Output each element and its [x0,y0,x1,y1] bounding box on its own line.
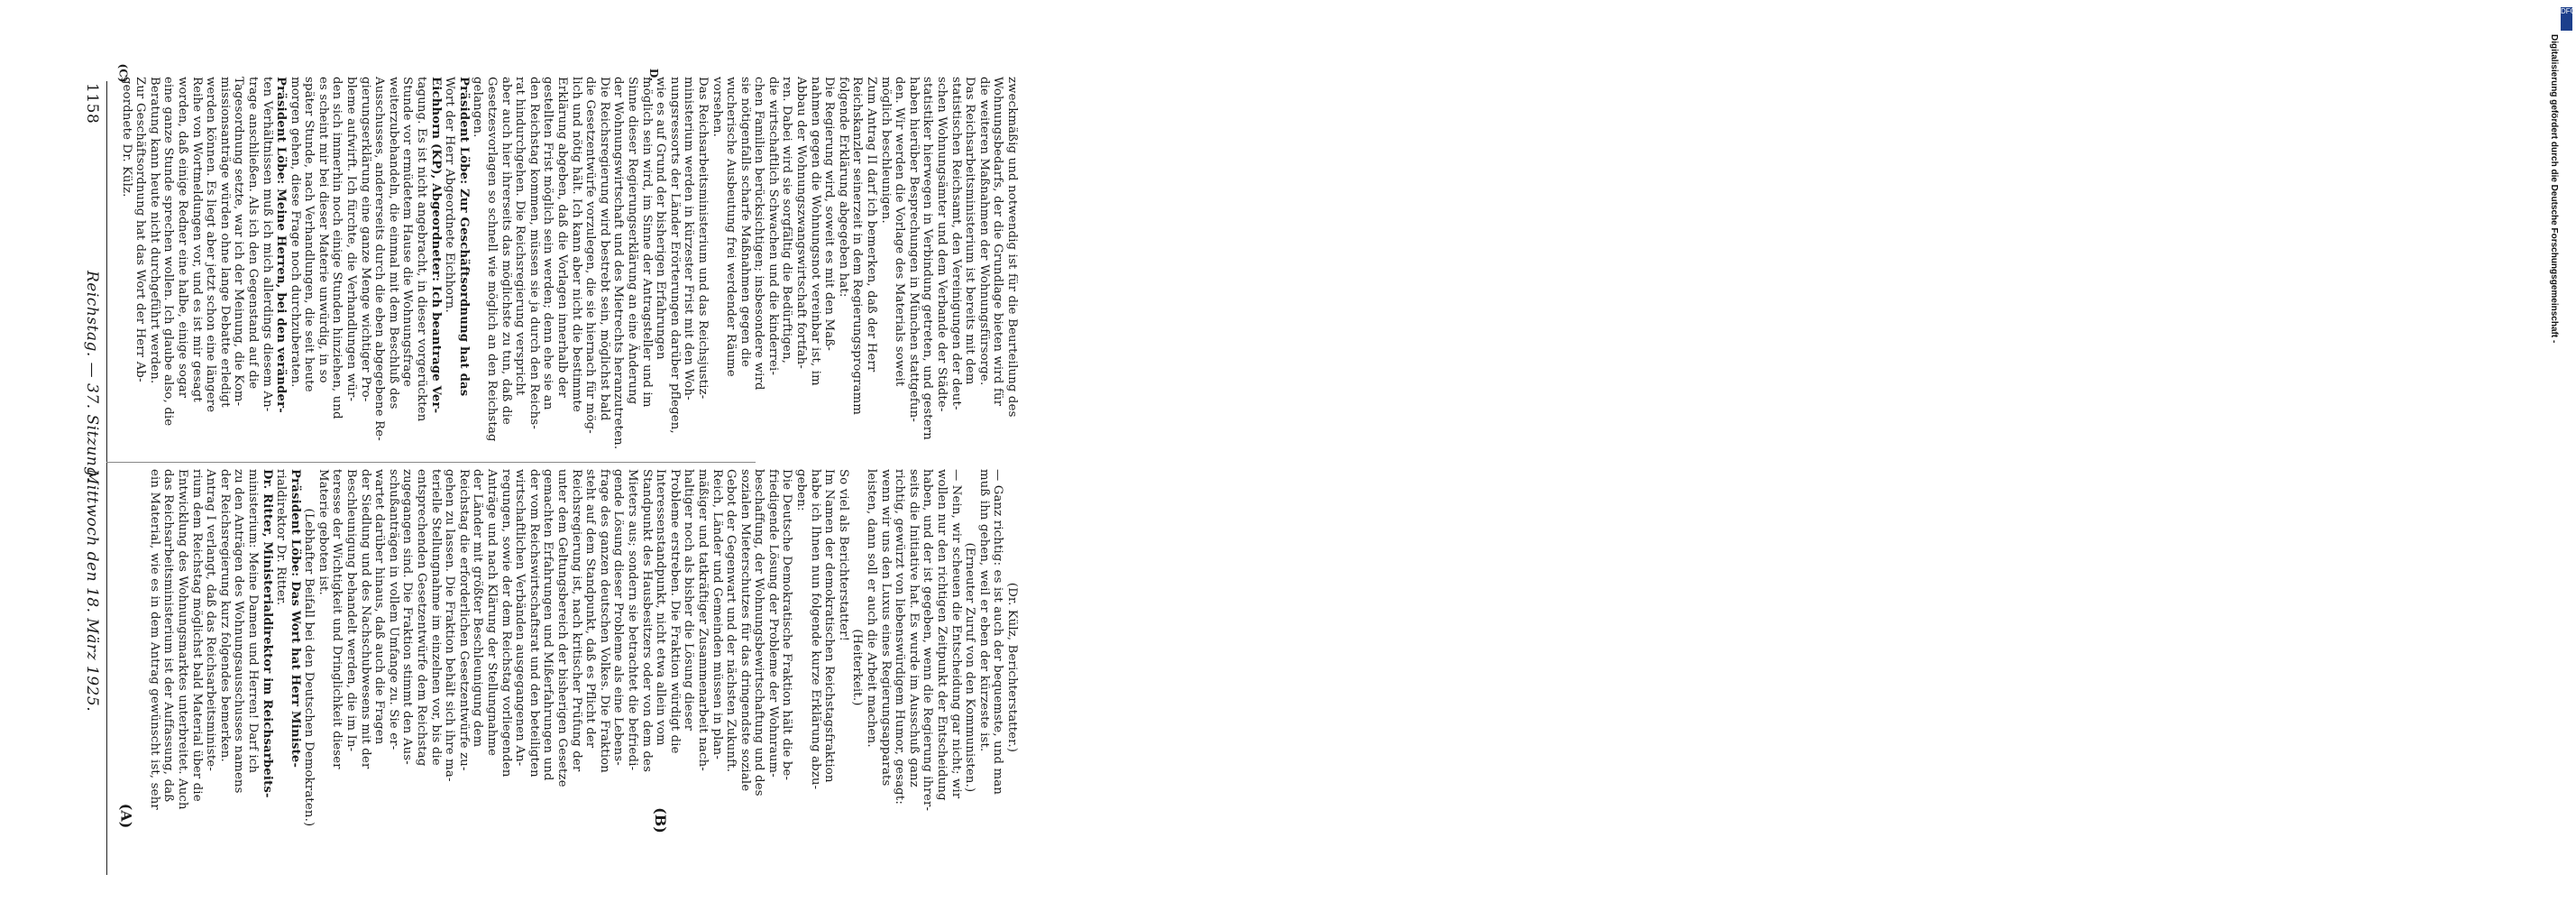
text-line: Gesetzesvorlagen so schnell wie möglich an den Reichstag [485,77,500,442]
text-line: seits die Initiative hat. Es wurde im Ausschuß ganz [906,469,921,787]
text-line: die wirtschaftlich Schwachen und die kinderrei- [765,77,780,376]
page-number: 1158 [83,83,101,124]
text-line: Im Namen der demokratischen Reichstagsfraktion [822,469,837,783]
margin-mark-c: (C) [116,63,130,83]
text-line: Reichsregierung ist, nach kritischer Prüfung der [569,469,583,772]
text-line: der Siedlung und des Nachschubwesens mit der [358,469,372,769]
text-line: werden können. Es liegt aber jetzt schon eine längere [204,77,218,413]
text-line: Probleme erstreben. Die Fraktion würdigt die [667,469,682,754]
credit-sidebar [1280,0,2576,902]
text-line: regungen, sowie der dem Reichstag vorliegenden [499,469,513,778]
text-line: sie nötigenfalls scharfe Maßnahmen gegen die [738,77,752,367]
text-line: ministerium: Meine Damen und Herren! Darf ich [245,469,260,774]
text-line: Beschleunigung behandelt werden, die im In- [344,469,359,752]
text-line: aber auch hier ihrerseits das möglichste zu tun, daß die [499,77,513,426]
text-line: das Reichsarbeitsministerium ist der Auffassung, daß [161,469,176,803]
text-line: Zur Geschäftsordnung hat das Wort der Herr Ab- [133,77,148,382]
text-line: statistischen Reichsamt, den Vereinigungen der deut- [949,77,963,410]
text-line: haben, und der ist gegeben, wenn die Regierung ihrer- [921,469,935,812]
text-line: zugegangen sind. Die Fraktion stimmt den Aus- [400,469,415,765]
text-line: den sich immerhin noch einige Stunden hinziehen, und [330,77,344,419]
text-line: (Dr. Külz, Berichterstatter.) [1005,582,1019,753]
text-line: unter dem Geltungsbereich der bisherigen Gesetze [555,469,569,787]
text-line: gierungserklärung eine ganze Menge wichtiger Pro- [358,77,372,402]
text-line: — Nein, wir scheuen die Entscheidung gar nicht; wir [949,469,963,799]
text-line: Sinne dieser Regierungserklärung an eine Änderung [625,77,639,405]
text-line: es scheint mir bei dieser Materie unwürdig, in so [316,77,330,383]
text-line: ein Material, wie es in dem Antrag gewünscht ist, sehr [147,469,161,810]
text-line: wirtschaftlichen Verbänden ausgegangenen An- [513,469,527,767]
text-line: statistiker hierwegen in Verbindung getreten, und gestern [921,77,935,440]
text-line: morgen gehen, diese Frage noch durchzuberaten. [288,77,302,388]
text-line: beschaffung, der Wohnungsbewirtschaftung und des [752,469,766,796]
text-column-left [147,469,1019,866]
text-line: leisten, dann soll er auch die Arbeit machen. [865,469,879,748]
text-line: Die Reichsregierung wird bestrebt sein, möglichst bald [597,77,611,421]
text-line: Stunde vor ermüdetem Hause die Wohnungsfrage [400,77,415,387]
text-line: sozialen Mieterschutzes für das dringendste soziale [738,469,752,792]
text-line: missionsanträge würden ohne lange Debatte erledigt [217,77,232,408]
text-line: chen Familien berücksichtigen; insbesondere wird [752,77,766,391]
text-line: weiterzubehandeln, die einmal mit dem Beschluß des [386,77,400,410]
text-line: ren. Dabei wird sie sorgfältig die Bedürftigen, [780,77,794,364]
text-column-right [119,77,1019,456]
text-line: Reich, Länder und Gemeinden müssen in plan- [710,469,724,759]
text-line: steht auf dem Standpunkt, daß es Pflicht der [583,469,598,749]
text-line: gestellten Frist möglich sein werden; denn ehe sie an [541,77,555,410]
text-line: Interessenstandpunkt, nicht etwa allein vom [654,469,668,746]
text-line: Beratung kann heute nicht durchgeführt werden. [147,77,161,384]
text-line: entsprechenden Gesetzentwürfe dem Reichstag [415,469,429,767]
text-line: wie es auf Grund der bisherigen Erfahrungen [654,77,668,360]
text-line: Anträge und nach Klärung der Stellungnahme [485,469,500,757]
text-line: schen Wohnungsämter und dem Verbande der Städte- [935,77,949,412]
text-line: geben: [794,469,809,511]
text-line: frage des ganzen deutschen Volkes. Die Fraktion [597,469,611,773]
text-line: Zum Antrag II darf ich bemerken, daß der Herr [865,77,879,373]
text-line: Wohnungsbedarfs, der die Grundlage bieten wird für [991,77,1005,407]
text-line: folgende Erklärung abgegeben hat: [836,77,850,298]
column-divider [106,462,756,463]
text-line: Präsident Löbe: Zur Geschäftsordnung hat das [456,77,471,397]
text-line: habe ich Ihnen nun folgende kurze Erklärung abzu- [808,469,822,790]
text-line: Das Reichsarbeitsministerium und das Reichsjustiz- [695,77,710,400]
text-line: der Wohnungswirtschaft und des Mietrechts heranzutreten. [611,77,626,450]
text-line: der Länder mit größter Beschleunigung dem [471,469,485,748]
right-running-title: Mittwoch den 18. März 1925. [83,469,101,713]
text-line: der Reichsregierung kurz folgendes bemerken. [217,469,232,762]
text-line: (Heiterkeit.) [850,629,865,706]
text-line: (Lebhafter Beifall bei den Deutschen Demokraten.) [302,508,316,827]
text-line: die weiteren Maßnahmen der Wohnungsfürsorge. [976,77,991,386]
text-line: vorsehen. [710,77,724,138]
text-line: eine ganze Stunde sprechen wollen. Ich glaube also, die [161,77,176,427]
text-line: Dr. Ritter, Ministerialdirektor im Reichsarbeits- [260,469,274,798]
text-line: Reihe von Wortmeldungen vor, und es ist mir gesagt [189,77,204,402]
text-line: der vom Reichswirtschaftsrat und den beteiligten [527,469,541,778]
text-line: wucherische Ausbeutung frei werdender Räume [724,77,738,377]
text-line: lich und nötig hält. Ich kann aber nicht die bestimmte [569,77,583,413]
text-line: Präsident Löbe: Meine Herren, bei den veränder- [274,77,289,413]
text-line: Abbau der Wohnungszwangswirtschaft fortfah- [794,77,809,369]
text-line: terielle Stellungnahme im einzelnen vor, bis die [428,469,443,766]
text-line: Das Reichsarbeitsministerium ist bereits mit dem [963,77,977,385]
text-line: gende Lösung dieser Probleme als eine Lebens- [611,469,626,766]
text-line: muß ihn gehen, weil er eben der kürzeste ist. [976,469,991,752]
text-line: geordnete Dr. Külz. [119,77,133,198]
text-line: ministerium werden in kürzester Frist mit den Woh- [682,77,696,400]
dfg-credit-text: Digitalisierung gefördert durch die Deutsche Forschungsgemeinschaft - [2549,34,2559,344]
text-line: wenn wir uns den Luxus eines Regierungsapparats [878,469,893,787]
text-line: haben hierüber Besprechungen in München stattgefun- [906,77,921,423]
text-line: den Reichstag kommen, müssen sie ja durch den Reichs- [527,77,541,429]
text-line: Mieters aus; sondern sie betrachtet die befriedi- [625,469,639,771]
text-line: möglich sein wird, im Sinne der Antragsteller und im [639,77,654,408]
text-line: Materie geboten ist. [316,469,330,595]
text-line: den. Wir werden die Vorlage des Materials soweit [893,77,907,387]
text-line: zweckmäßig und notwendig ist für die Beurteilung des [1005,77,1019,418]
dfg-badge: DFG [2561,7,2572,31]
text-line: Wort der Herr Abgeordnete Eichhorn. [443,77,457,313]
text-line: — Ganz richtig: es ist auch der bequemste, und man [991,469,1005,796]
text-line: nungsressorts der Länder Erörterungen darüber pflegen, [667,77,682,434]
text-line: richtig, gewürzt von liebenswürdigem Humor, gesagt: [893,469,907,805]
text-line: Entwicklung des Wohnungsmarktes unterbreitet. Auch [175,469,189,810]
text-line: gehen zu lassen. Die Fraktion behält sich ihre ma- [443,469,457,782]
text-line: wartet darüber hinaus, daß auch die Fragen [372,469,387,745]
text-line: Eichhorn (KP), Abgeordneter: Ich beantrage Ver- [428,77,443,414]
text-line: schußanträgen in vollem Umfange zu. Sie er- [386,469,400,750]
text-line: später Stunde, nach Verhandlungen, die seit heute [302,77,316,392]
margin-mark-b: (B) [651,807,669,833]
text-line: nahmen gegen die Wohnungsnot vereinbar ist, im [808,77,822,386]
text-line: mäßiger und tatkräftiger Zusammenarbeit nach- [695,469,710,771]
margin-mark-d: D. [647,68,661,82]
text-line: wollen nur den richtigen Zeitpunkt der Entscheidung [935,469,949,801]
text-line: tagung. Es ist nicht angebracht, in dieser vorgerückten [415,77,429,422]
header-rule [106,81,107,875]
text-line: Reichstag die erforderlichen Gesetzentwürfe zu- [456,469,471,771]
text-line: ten Verhältnissen muß ich mich allerdings diesem An- [260,77,274,412]
text-line: Gebot der Gegenwart und der nächsten Zukunft. [724,469,738,773]
text-line: worden, daß einige Redner eine halbe, einige sogar [175,77,189,399]
text-line: bleme aufwirft. Ich fürchte, die Verhandlungen wür- [344,77,359,402]
text-line: rialdirektor Dr. Ritter. [274,469,289,606]
text-line: zu den Anträgen des Wohnungsausschusses namens [232,469,246,794]
text-line: die Gesetzentwürfe vorzulegen, die sie hiernach für mög- [583,77,598,434]
text-line: rat hindurchgehen. Die Reichsregierung verspricht [513,77,527,396]
text-line: friedigende Lösung der Probleme der Wohnraum- [765,469,780,778]
text-line: rium dem Reichstag möglichst bald Material über die [189,469,204,802]
text-line: gemachten Erfahrungen und Mißerfahrungen und [541,469,555,781]
text-line: Ausschusses, andererseits durch die eben abgegebene Re- [372,77,387,441]
text-line: möglich beschleunigen. [878,77,893,224]
text-line: Die Regierung wird, soweit es mit den Maß- [822,77,837,351]
text-line: Präsident Löbe: Das Wort hat Herr Ministe- [288,469,302,769]
text-line: haltiger noch als bisher die Lösung dieser [682,469,696,732]
text-line: Die Deutsche Demokratische Fraktion hält die be- [780,469,794,781]
text-line: (Erneuter Zuruf von den Kommunisten.) [963,542,977,793]
text-line: teresse der Wichtigkeit und Dringlichkeit dieser [330,469,344,769]
text-line: Tagesordnung setzte, war ich der Meinung, die Kom- [232,77,246,407]
text-line: Reichskanzler seinerzeit in dem Regierungsprogramm [850,77,865,416]
margin-mark-a: (A) [117,803,135,829]
text-line: Erklärung abgeben, daß die Vorlagen innerhalb der [555,77,569,398]
text-line: So viel als Berichterstatter! [836,469,850,642]
text-line: Antrag I verlangt, daß das Reichsarbeitsministe- [204,469,218,771]
text-line: Standpunkt des Hausbesitzers oder von dem des [639,469,654,773]
text-line: trage anschließen. Als ich den Gegenstand auf die [245,77,260,390]
text-line: gelangen. [471,77,485,138]
left-running-title: Reichstag. — 37. Sitzung. [83,271,101,483]
